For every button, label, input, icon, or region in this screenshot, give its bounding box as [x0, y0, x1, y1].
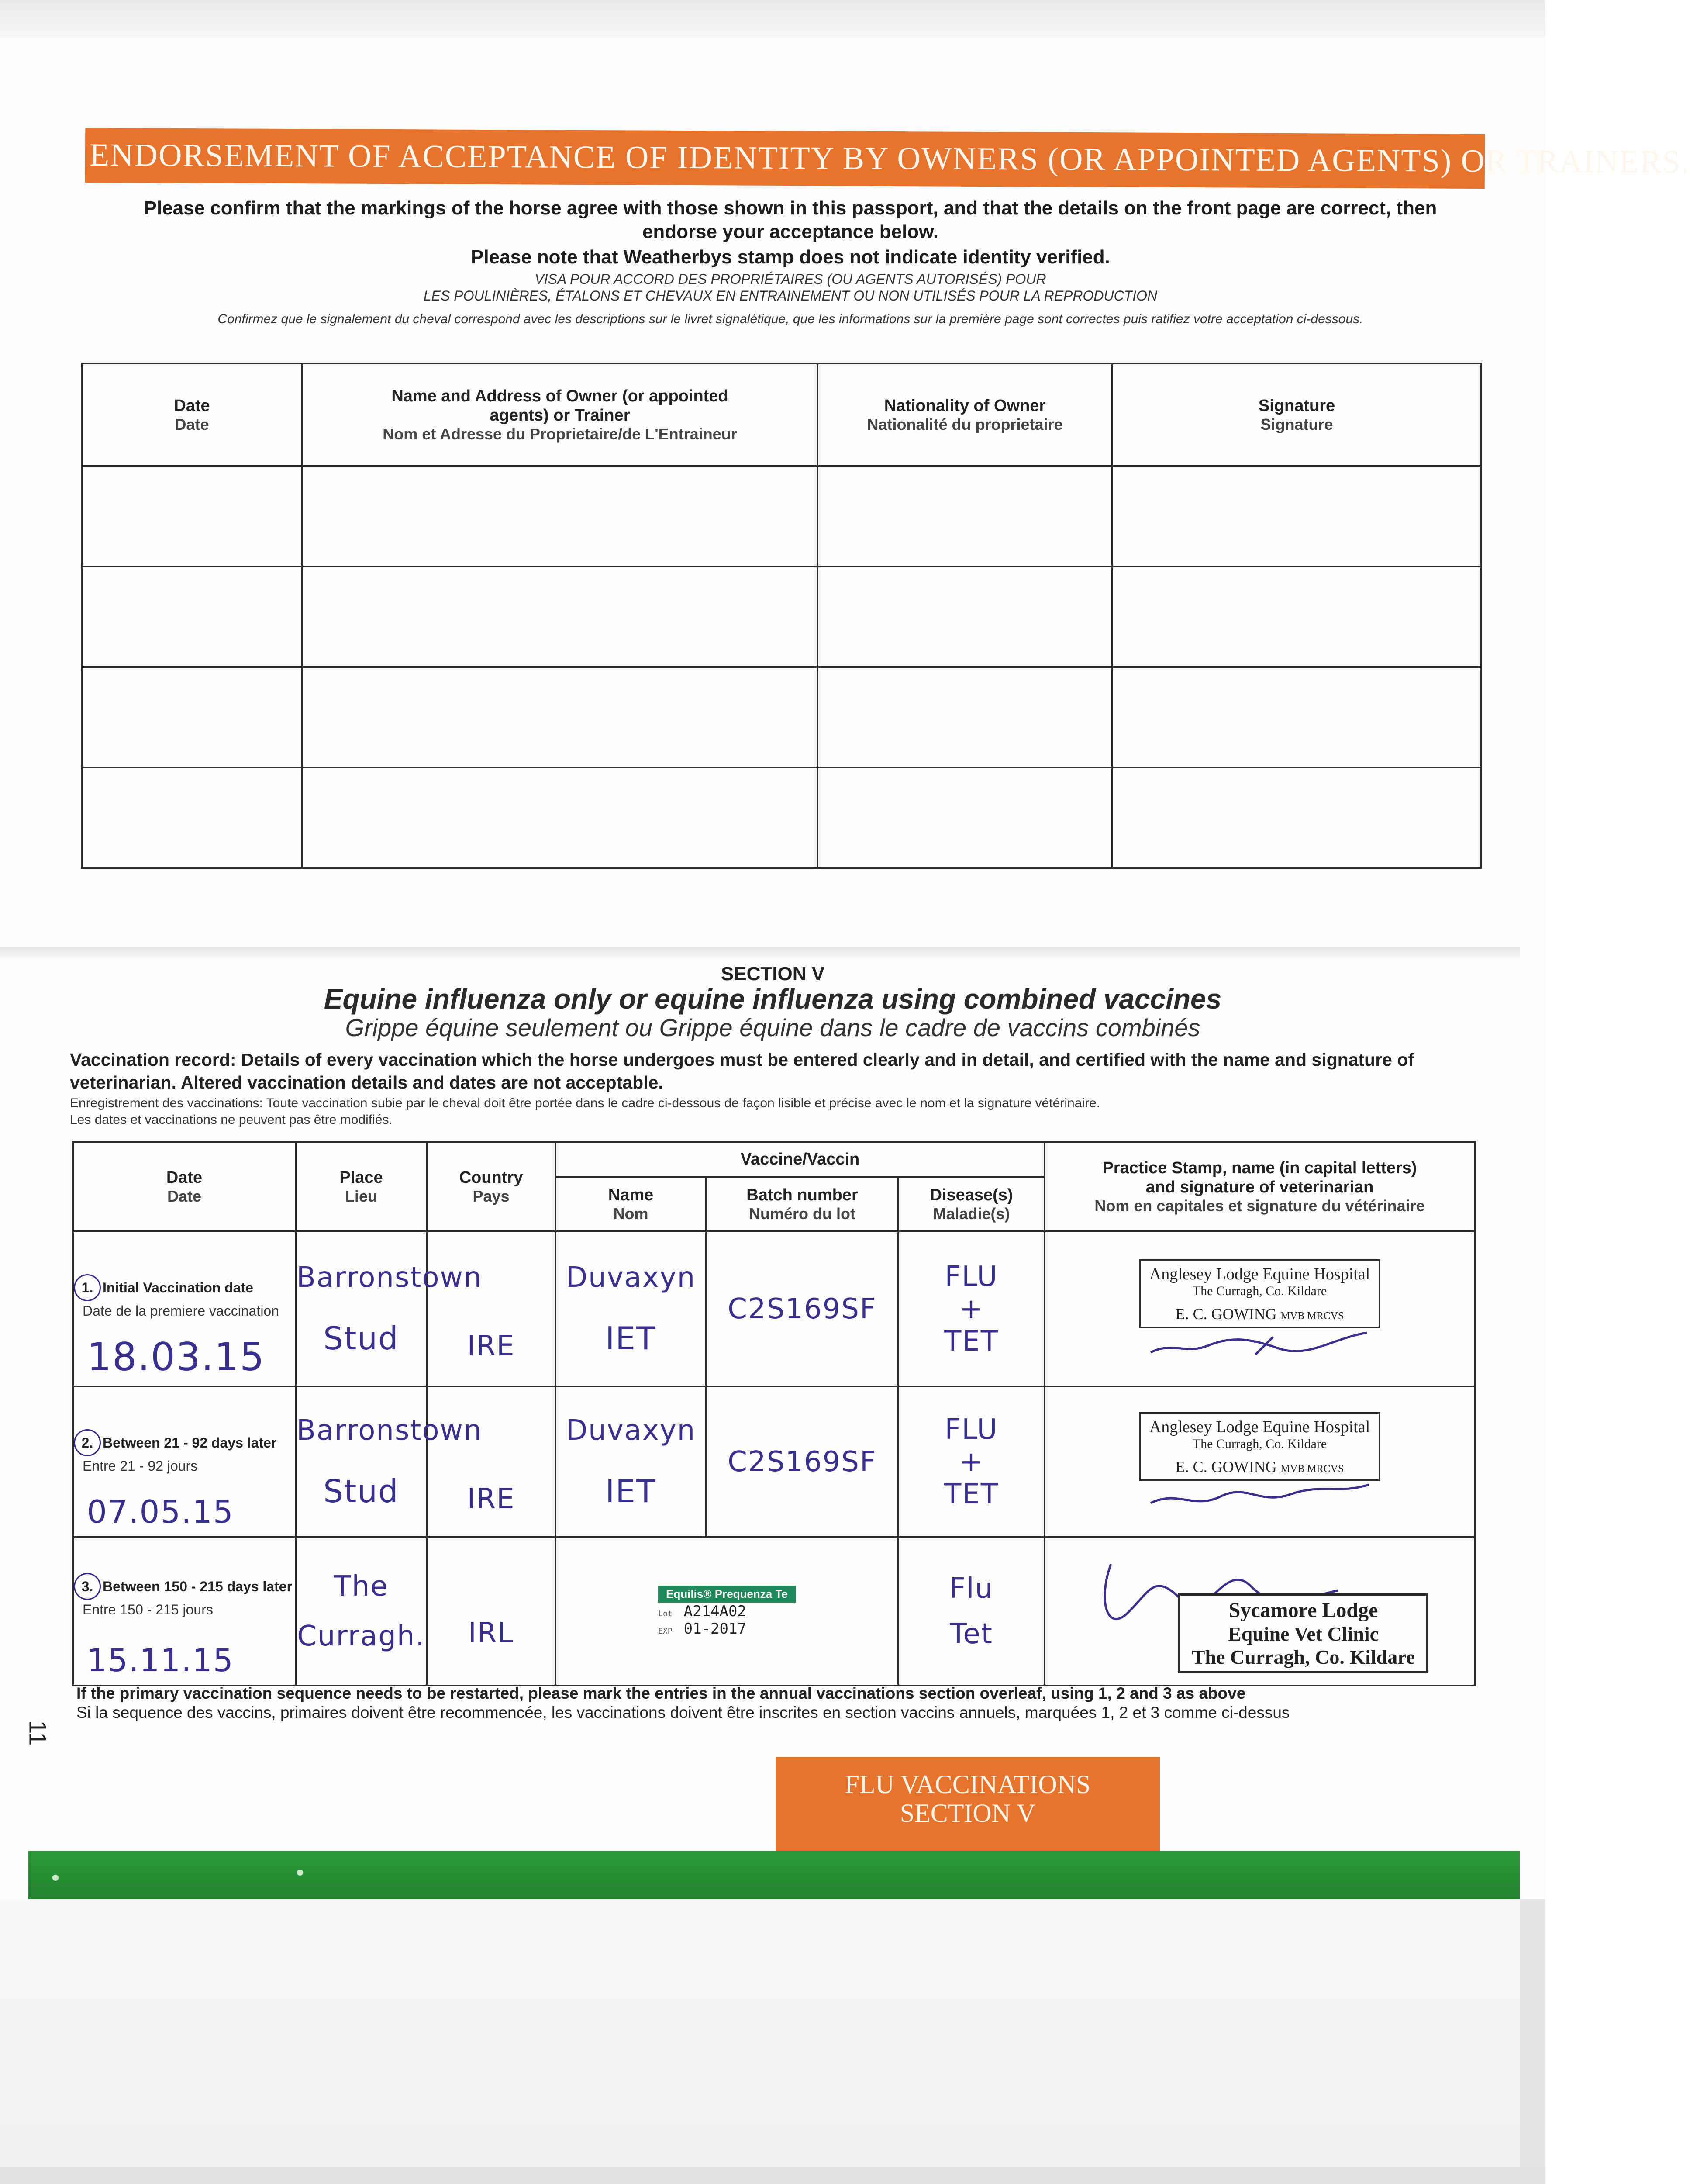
- endorsement-signature-cell[interactable]: [1112, 767, 1481, 868]
- row-label: Initial Vaccination date: [103, 1280, 253, 1296]
- french-visa-line-1: VISA POUR ACCORD DES PROPRIÉTAIRES (OU AGENTS AUTORISÉS) POUR: [535, 271, 1046, 287]
- endorsement-signature-cell[interactable]: [1112, 466, 1481, 567]
- row-number-circle: 1.: [74, 1274, 101, 1301]
- row-2-disease-cell[interactable]: [898, 1386, 1045, 1537]
- endorsement-nationality-cell[interactable]: [817, 567, 1112, 667]
- row-label-fr: Entre 150 - 215 jours: [83, 1602, 213, 1617]
- handwritten-disease-2: Tet: [950, 1618, 993, 1650]
- handwritten-place: The: [334, 1570, 389, 1603]
- vet-practice-stamp: Sycamore Lodge Equine Vet Clinic The Curragh, Co. Kildare: [1178, 1593, 1429, 1673]
- row-1-place-cell[interactable]: [296, 1231, 483, 1386]
- row-1-batch-cell[interactable]: [706, 1231, 898, 1386]
- handwritten-date: 15.11.15: [87, 1642, 234, 1679]
- row-3-place-cell[interactable]: [296, 1537, 427, 1686]
- handwritten-place: Barronstown: [297, 1261, 483, 1294]
- vaccine-lot-number: A214A02: [683, 1602, 746, 1620]
- identity-notice: Please note that Weatherbys stamp does not indicate identity verified.: [471, 246, 1110, 268]
- handwritten-disease-2: TET: [944, 1325, 999, 1358]
- vaccine-brand: Equilis® Prequenza Te: [658, 1586, 796, 1603]
- endorsement-col-signature: Signature Signature: [1112, 363, 1481, 466]
- row-label-fr: Date de la premiere vaccination: [83, 1303, 279, 1319]
- endorsement-header-row: [82, 363, 1481, 466]
- row-label: Between 21 - 92 days later: [103, 1435, 277, 1451]
- vac-col-place: Place Lieu: [296, 1142, 427, 1231]
- green-footer-bar: [28, 1851, 1520, 1899]
- handwritten-vaccine-type: IET: [605, 1320, 656, 1357]
- handwritten-vaccine-name: Duvaxyn: [566, 1261, 696, 1294]
- endorsement-row: [82, 567, 1481, 667]
- handwritten-place-2: Stud: [323, 1472, 399, 1510]
- endorsement-col-owner: Name and Address of Owner (or appointed agents) or Trainer Nom et Adresse du Proprietaire/de L'Entraineur: [302, 363, 817, 466]
- vet-signature: [1146, 1328, 1373, 1359]
- handwritten-country: IRE: [467, 1482, 515, 1515]
- handwritten-country: IRE: [467, 1330, 515, 1362]
- endorsement-nationality-cell[interactable]: [817, 767, 1112, 868]
- vaccine-expiry: 01-2017: [683, 1620, 746, 1638]
- vac-col-practice-stamp: Practice Stamp, name (in capital letters) and signature of veterinarian Nom en capitales et signature du vétérinaire: [1045, 1142, 1475, 1231]
- endorsement-banner: ENDORSEMENT OF ACCEPTANCE OF IDENTITY BY OWNERS (OR APPOINTED AGENTS) OR TRAINERS.: [85, 128, 1485, 189]
- vaccination-row-3: [73, 1537, 1475, 1686]
- row-number-circle: 3.: [74, 1573, 101, 1600]
- vet-practice-stamp: Anglesey Lodge Equine Hospital The Curragh, Co. Kildare E. C. GOWING MVB MRCVS: [1139, 1412, 1381, 1481]
- handwritten-country: IRL: [468, 1617, 514, 1649]
- vac-col-date: Date Date: [73, 1142, 296, 1231]
- scan-shadow-right: [1520, 1899, 1545, 2184]
- vaccine-batch-sticker: Equilis® Prequenza Te Lot A214A02 EXP 01-2017: [658, 1586, 796, 1638]
- row-1-stamp-cell[interactable]: [1045, 1231, 1475, 1386]
- section-tab[interactable]: FLU VACCINATIONS SECTION V: [776, 1757, 1160, 1851]
- handwritten-place-2: Curragh.: [297, 1620, 425, 1652]
- scan-shadow-top: [0, 0, 1545, 37]
- handwritten-disease: FLU: [945, 1413, 998, 1446]
- endorsement-owner-cell[interactable]: [302, 667, 817, 767]
- vaccination-record-fr-2: Les dates et vaccinations ne peuvent pas être modifiés.: [70, 1113, 393, 1127]
- vaccination-record-notice: Vaccination record: Details of every vaccination which the horse undergoes must be entered clearly and in detail, and certified with the name and signature of veterinarian. Altered vaccination details and dates are not acceptable.: [70, 1050, 1414, 1092]
- vac-col-name: Name Nom: [555, 1177, 706, 1231]
- endorsement-row: [82, 767, 1481, 868]
- handwritten-place-2: Stud: [323, 1320, 399, 1357]
- handwritten-date: 18.03.15: [87, 1334, 265, 1379]
- endorsement-signature-cell[interactable]: [1112, 567, 1481, 667]
- handwritten-batch: C2S169SF: [728, 1292, 877, 1325]
- row-label: Between 150 - 215 days later: [103, 1579, 293, 1594]
- restart-footnote: If the primary vaccination sequence needs to be restarted, please mark the entries in the annual vaccinations section overleaf, using 1, 2 and 3 as above Si la sequence des vaccins, primaires doivent être recommencée, les vaccinations doivent être inscrites en section vaccins annuels, marquées 1, 2 et 3 comme ci-dessus: [76, 1684, 1290, 1721]
- endorsement-nationality-cell[interactable]: [817, 667, 1112, 767]
- handwritten-plus: +: [959, 1445, 984, 1478]
- vac-col-country: Country Pays: [427, 1142, 555, 1231]
- endorsement-signature-cell[interactable]: [1112, 667, 1481, 767]
- endorsement-table: [81, 363, 1482, 869]
- row-1-disease-cell[interactable]: [898, 1231, 1045, 1386]
- row-1-country-cell[interactable]: [427, 1231, 555, 1386]
- endorsement-date-cell[interactable]: [82, 466, 302, 567]
- row-3-country-cell[interactable]: [427, 1537, 555, 1686]
- row-1-vaccine-name-cell[interactable]: [555, 1231, 706, 1386]
- handwritten-date: 07.05.15: [87, 1493, 234, 1530]
- endorsement-date-cell[interactable]: [82, 667, 302, 767]
- page-number: 11: [24, 1720, 52, 1746]
- endorsement-owner-cell[interactable]: [302, 466, 817, 567]
- section-title: Equine influenza only or equine influenza using combined vaccines: [324, 983, 1222, 1015]
- vaccination-record-fr-1: Enregistrement des vaccinations: Toute vaccination subie par le cheval doit être portée dans le cadre ci-dessous de façon lisible et précise avec le nom et la signature vétérinaire.: [70, 1096, 1100, 1110]
- row-2-place-cell[interactable]: [296, 1386, 483, 1537]
- scan-dust-dot: [52, 1875, 59, 1881]
- scan-blank-area: [0, 1899, 1545, 2184]
- handwritten-plus: +: [959, 1292, 984, 1325]
- vet-signature: [1146, 1481, 1373, 1512]
- vaccination-row-2: [73, 1386, 1475, 1537]
- row-1-date-cell[interactable]: [73, 1231, 296, 1386]
- endorsement-row: [82, 466, 1481, 567]
- scan-dust-dot: [297, 1870, 303, 1876]
- scan-shadow-bottom: [0, 2167, 1545, 2184]
- handwritten-disease: FLU: [945, 1260, 998, 1293]
- row-3-disease-cell[interactable]: [898, 1537, 1045, 1686]
- row-3-stamp-cell[interactable]: [1045, 1537, 1475, 1686]
- endorsement-date-cell[interactable]: [82, 567, 302, 667]
- vaccination-header-row-1: [73, 1142, 1475, 1177]
- handwritten-disease: Flu: [949, 1572, 994, 1605]
- endorsement-row: [82, 667, 1481, 767]
- section-label: SECTION V: [721, 963, 825, 985]
- row-3-date-cell[interactable]: [73, 1537, 296, 1686]
- vac-col-batch: Batch number Numéro du lot: [706, 1177, 898, 1231]
- row-2-vaccine-name-cell[interactable]: [555, 1386, 706, 1537]
- row-2-batch-cell[interactable]: [706, 1386, 898, 1537]
- handwritten-vaccine-name: Duvaxyn: [566, 1414, 696, 1447]
- vac-col-disease: Disease(s) Maladie(s): [898, 1177, 1045, 1231]
- vet-practice-stamp: Anglesey Lodge Equine Hospital The Curragh, Co. Kildare E. C. GOWING MVB MRCVS: [1139, 1259, 1381, 1328]
- section-title-fr: Grippe équine seulement ou Grippe équine dans le cadre de vaccins combinés: [345, 1014, 1200, 1041]
- vaccination-table: [72, 1141, 1476, 1686]
- vaccination-row-1: [73, 1231, 1475, 1386]
- row-2-country-cell[interactable]: [427, 1386, 555, 1537]
- instruction-line-1: Please confirm that the markings of the horse agree with those shown in this passport, and that the details on the front page are correct, then: [144, 197, 1437, 219]
- handwritten-batch: C2S169SF: [728, 1445, 877, 1478]
- row-2-stamp-cell[interactable]: [1045, 1386, 1475, 1537]
- row-label-fr: Entre 21 - 92 jours: [83, 1458, 198, 1474]
- handwritten-vaccine-type: IET: [605, 1472, 656, 1510]
- row-number-circle: 2.: [74, 1429, 101, 1456]
- endorsement-col-date: Date Date: [82, 363, 302, 466]
- row-3-vaccine-cell[interactable]: [555, 1537, 898, 1686]
- scan-fold-shadow: [0, 947, 1520, 960]
- handwritten-place: Barronstown: [297, 1414, 483, 1447]
- endorsement-owner-cell[interactable]: [302, 767, 817, 868]
- vac-col-vaccine-group: Vaccine/Vaccin: [555, 1142, 1045, 1177]
- endorsement-nationality-cell[interactable]: [817, 466, 1112, 567]
- endorsement-date-cell[interactable]: [82, 767, 302, 868]
- french-visa-line-2: LES POULINIÈRES, ÉTALONS ET CHEVAUX EN ENTRAINEMENT OU NON UTILISÉS POUR LA REPRODUCTION: [423, 288, 1158, 304]
- row-2-date-cell[interactable]: [73, 1386, 296, 1537]
- french-confirm-line: Confirmez que le signalement du cheval correspond avec les descriptions sur le livret signalétique, que les informations sur la première page sont correctes puis ratifiez votre acceptation ci-dessous.: [217, 312, 1363, 326]
- instruction-line-2: endorse your acceptance below.: [642, 221, 939, 242]
- endorsement-col-nationality: Nationality of Owner Nationalité du proprietaire: [817, 363, 1112, 466]
- endorsement-owner-cell[interactable]: [302, 567, 817, 667]
- handwritten-disease-2: TET: [944, 1478, 999, 1510]
